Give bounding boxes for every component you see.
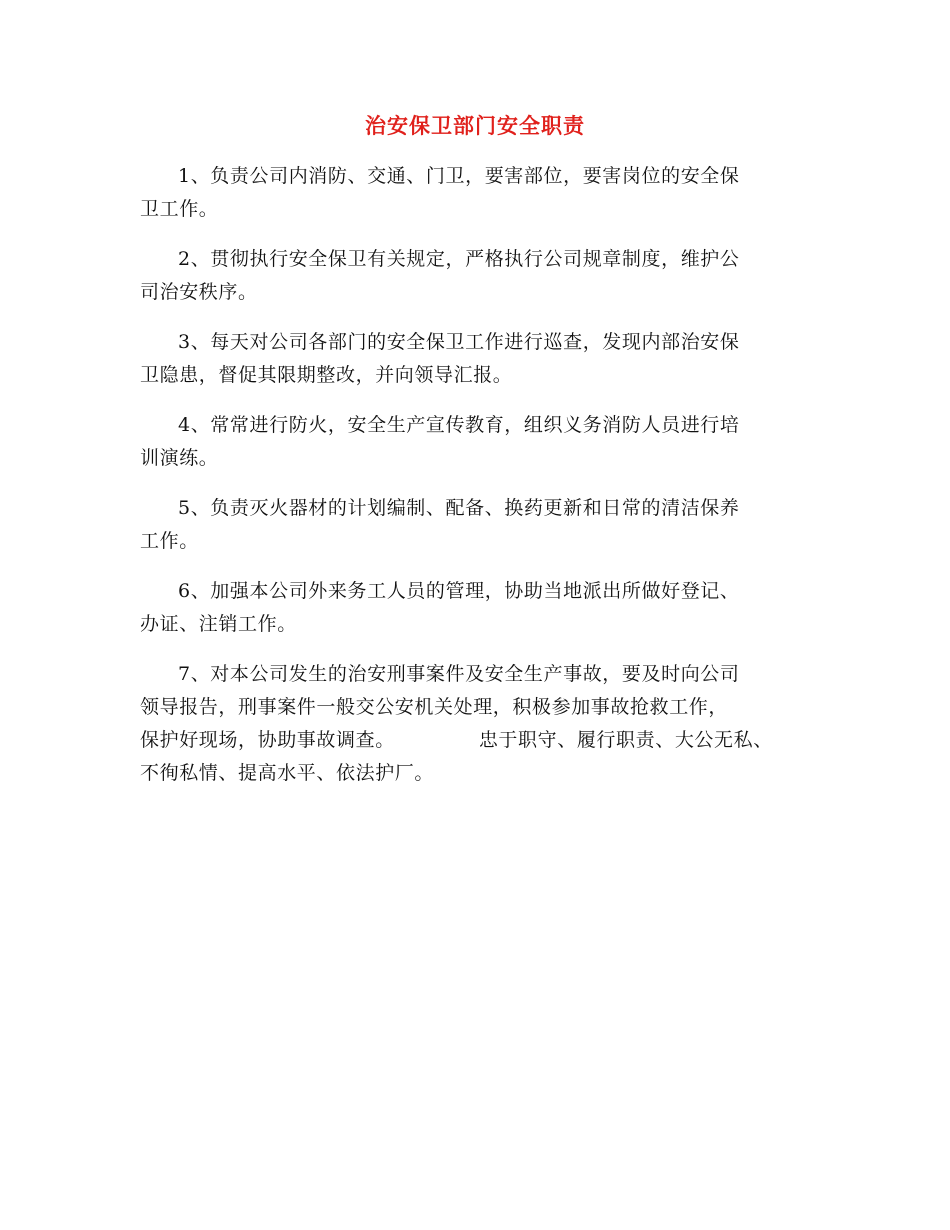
duty-item-6-line-1: 6、加强本公司外来务工人员的管理，协助当地派出所做好登记、 <box>178 580 740 602</box>
document-body <box>140 160 812 807</box>
duty-item-7 <box>140 658 812 790</box>
duty-item-3 <box>140 326 812 392</box>
duty-item-1 <box>140 160 812 226</box>
duty-item-6-line-2: 办证、注销工作。 <box>140 613 297 635</box>
duty-item-7-trailing-text: 忠于职守、履行职责、大公无私、 <box>478 729 773 751</box>
duty-item-2-line-1: 2、贯彻执行安全保卫有关规定，严格执行公司规章制度，维护公 <box>178 248 740 270</box>
duty-item-1-line-1: 1、负责公司内消防、交通、门卫，要害部位，要害岗位的安全保 <box>178 165 740 187</box>
duty-item-7-line-3 <box>140 724 812 757</box>
duty-item-4 <box>140 409 812 475</box>
duty-item-6 <box>140 575 812 641</box>
document-title: 治安保卫部门安全职责 <box>365 113 585 138</box>
duty-item-2-line-2: 司治安秩序。 <box>140 281 258 303</box>
duty-item-4-line-2: 训演练。 <box>140 447 219 469</box>
duty-item-7-line-3-text: 保护好现场，协助事故调查。 <box>140 729 395 751</box>
duty-item-7-line-2: 领导报告，刑事案件一般交公安机关处理，积极参加事故抢救工作， <box>140 696 729 718</box>
duty-item-7-last-line: 不徇私情、提高水平、依法护厂。 <box>140 762 435 784</box>
duty-item-3-line-2: 卫隐患，督促其限期整改，并向领导汇报。 <box>140 364 513 386</box>
duty-item-3-line-1: 3、每天对公司各部门的安全保卫工作进行巡查，发现内部治安保 <box>178 331 740 353</box>
duty-item-5-line-2: 工作。 <box>140 530 199 552</box>
duty-item-5 <box>140 492 812 558</box>
duty-item-7-line-1: 7、对本公司发生的治安刑事案件及安全生产事故，要及时向公司 <box>178 663 740 685</box>
duty-item-5-line-1: 5、负责灭火器材的计划编制、配备、换药更新和日常的清洁保养 <box>178 497 740 519</box>
duty-item-4-line-1: 4、常常进行防火，安全生产宣传教育，组织义务消防人员进行培 <box>178 414 740 436</box>
duty-item-2 <box>140 243 812 309</box>
duty-item-1-line-2: 卫工作。 <box>140 198 219 220</box>
